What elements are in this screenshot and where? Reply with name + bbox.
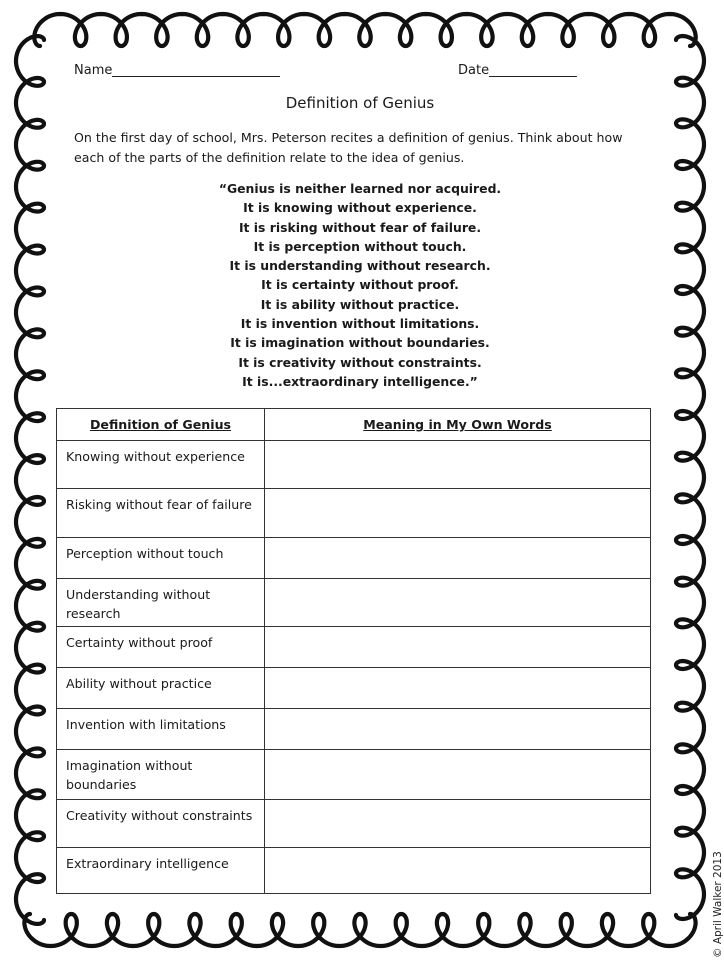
definition-cell: Imagination without boundaries <box>57 750 265 800</box>
definition-cell: Ability without practice <box>57 668 265 709</box>
table-row <box>57 848 651 894</box>
table-header-row <box>57 409 651 441</box>
copyright-notice: © April Walker 2013 <box>712 851 724 958</box>
date-field[interactable] <box>489 63 577 77</box>
meaning-cell[interactable] <box>265 800 651 848</box>
meaning-cell[interactable] <box>265 848 651 894</box>
definition-cell: Perception without touch <box>57 538 265 579</box>
meaning-cell[interactable] <box>265 668 651 709</box>
meaning-cell[interactable] <box>265 709 651 750</box>
quote-line: “Genius is neither learned nor acquired. <box>218 181 502 196</box>
quote-line: It is...extraordinary intelligence.” <box>242 373 478 389</box>
border-loop-strand <box>24 914 695 946</box>
meaning-cell[interactable] <box>265 750 651 800</box>
intro-paragraph: On the first day of school, Mrs. Peterson recites a definition of genius. Think about how each of the parts of the definition relate to the idea of genius. <box>74 130 623 165</box>
definition-cell: Invention with limitations <box>57 709 265 750</box>
column-header-meaning: Meaning in My Own Words <box>265 409 651 441</box>
border-loop-strand <box>34 14 695 46</box>
definition-cell: Certainty without proof <box>57 627 265 668</box>
meaning-cell[interactable] <box>265 441 651 489</box>
table-row <box>57 709 651 750</box>
table-row <box>57 627 651 668</box>
quote-line: It is imagination without boundaries. <box>230 335 490 351</box>
table-row <box>57 800 651 848</box>
quote-line: It is understanding without research. <box>229 258 491 274</box>
table-row <box>57 579 651 627</box>
table-row <box>57 750 651 800</box>
meaning-cell[interactable] <box>265 538 651 579</box>
meaning-cell[interactable] <box>265 489 651 538</box>
definition-cell: Extraordinary intelligence <box>57 848 265 894</box>
quote-line: It is ability without practice. <box>260 296 460 312</box>
quote-line: It is perception without touch. <box>253 238 467 254</box>
table-row <box>57 489 651 538</box>
quote-line: It is invention without limitations. <box>240 316 480 332</box>
quote-line: It is certainty without proof. <box>261 277 459 293</box>
date-label: Date <box>458 63 490 78</box>
meaning-cell[interactable] <box>265 627 651 668</box>
definition-cell: Risking without fear of failure <box>57 489 265 538</box>
table-row <box>57 441 651 489</box>
column-header-definition: Definition of Genius <box>57 409 265 441</box>
quote-line: It is knowing without experience. <box>243 200 477 216</box>
quote-line: It is creativity without constraints. <box>238 354 482 370</box>
meaning-cell[interactable] <box>265 579 651 627</box>
name-label: Name <box>74 63 113 78</box>
definition-table <box>56 408 651 894</box>
name-field[interactable] <box>112 63 280 77</box>
table-row <box>57 538 651 579</box>
page-title: Definition of Genius <box>285 94 435 112</box>
definition-cell: Creativity without constraints <box>57 800 265 848</box>
border-loop-strand <box>16 36 44 924</box>
table-row <box>57 668 651 709</box>
definition-cell: Understanding without research <box>57 579 265 627</box>
border-loop-strand <box>676 36 704 919</box>
definition-cell: Knowing without experience <box>57 441 265 489</box>
quote-line: It is risking without fear of failure. <box>238 219 482 235</box>
genius-quote <box>0 179 720 391</box>
